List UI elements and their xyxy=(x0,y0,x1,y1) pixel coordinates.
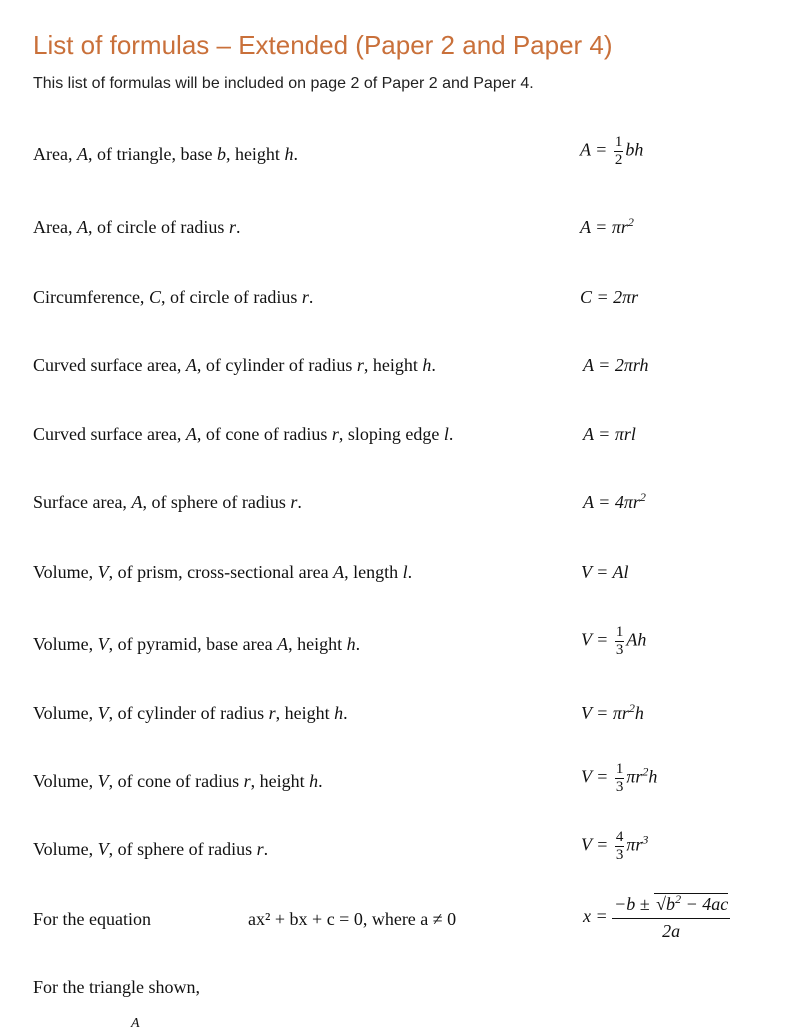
formula-row-cylinder-volume xyxy=(0,702,811,752)
formula-description: Volume, V, of pyramid, base area A, height h. xyxy=(33,634,361,654)
formula-description: Volume, V, of prism, cross-sectional area A, length l. xyxy=(33,562,413,582)
formula-expression: V = $\frac{1}{3}$ $\pi r^2h$ xyxy=(581,761,658,795)
formula-expression: x = $\frac{-b \pm √b^2 - 4ac}{2a}$ xyxy=(583,892,729,941)
quadratic-label: For the equation xyxy=(33,909,151,929)
formula-description: Area, A, of circle of radius r. xyxy=(33,217,241,237)
formula-expression: A = 2πrh xyxy=(583,355,649,375)
formula-expression: $A = \pi r^2$ xyxy=(580,215,634,237)
formula-expression: A = πrl xyxy=(583,424,636,444)
triangle-intro: For the triangle shown, xyxy=(33,977,200,997)
formula-expression: $V = \pi r^2h$ xyxy=(581,701,644,723)
quadratic-equation: ax² + bx + c = 0, where a ≠ 0 xyxy=(248,909,457,929)
formula-expression: V = $\frac{1}{3}$ Ah xyxy=(581,624,647,658)
page-subtitle: This list of formulas will be included on page 2 of Paper 2 and Paper 4. xyxy=(33,75,534,92)
formula-row-circle-area xyxy=(0,216,811,266)
formula-row-sphere-surface xyxy=(0,491,811,541)
formula-description: Volume, V, of sphere of radius r. xyxy=(33,839,269,859)
formula-expression: C = 2πr xyxy=(580,287,639,307)
formula-description: Volume, V, of cylinder of radius r, height h. xyxy=(33,703,348,723)
formula-row-cone-volume xyxy=(0,761,811,820)
formula-description: Surface area, A, of sphere of radius r. xyxy=(33,492,302,512)
formula-row-cone-curved-surface xyxy=(0,423,811,473)
formula-row-sphere-volume xyxy=(0,829,811,888)
formula-row-quadratic xyxy=(0,892,811,958)
formula-expression: A = $\frac{1}{2}$ bh xyxy=(580,134,644,168)
page-title: List of formulas – Extended (Paper 2 and Paper 4) xyxy=(33,30,613,60)
formula-description: Volume, V, of cone of radius r, height h. xyxy=(33,771,323,791)
triangle-intro-row xyxy=(0,976,811,1026)
formula-row-circumference xyxy=(0,286,811,336)
triangle-vertex-label: A xyxy=(131,1016,140,1031)
formula-row-cylinder-curved-surface xyxy=(0,354,811,404)
formula-description: Curved surface area, A, of cylinder of radius r, height h. xyxy=(33,355,436,375)
formula-expression: V = Al xyxy=(581,562,629,582)
formula-description: Area, A, of triangle, base b, height h. xyxy=(33,144,298,164)
formula-description: Curved surface area, A, of cone of radius r, sloping edge l. xyxy=(33,424,454,444)
formula-row-triangle-area xyxy=(0,134,811,193)
formula-expression: V = $\frac{4}{3}$ $\pi r^3$ xyxy=(581,829,649,863)
formula-row-prism-volume xyxy=(0,561,811,611)
formula-expression: $A = 4\pi r^2$ xyxy=(583,490,646,512)
formula-description: Circumference, C, of circle of radius r. xyxy=(33,287,314,307)
formula-row-pyramid-volume xyxy=(0,624,811,683)
